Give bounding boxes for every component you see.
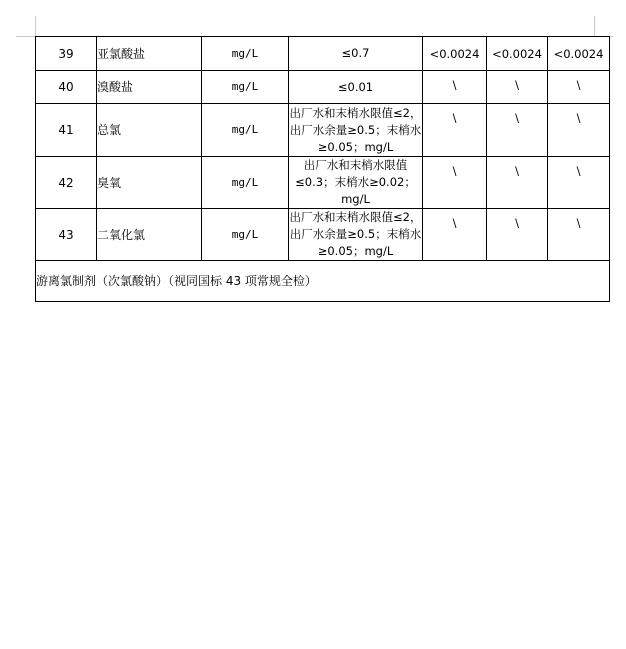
table-row [36, 37, 610, 71]
result-3: \ [548, 71, 610, 104]
result-3: \ [548, 157, 610, 209]
item-limit: ≤0.01 [289, 71, 423, 104]
item-unit: mg/L [202, 37, 289, 71]
result-1: \ [423, 104, 487, 157]
table-row [36, 104, 610, 157]
table-row [36, 157, 610, 209]
item-unit: mg/L [202, 209, 289, 261]
table-row [36, 71, 610, 104]
item-unit: mg/L [202, 71, 289, 104]
item-limit: ≤0.7 [289, 37, 423, 71]
item-unit: mg/L [202, 157, 289, 209]
result-1: \ [423, 209, 487, 261]
result-1: \ [423, 157, 487, 209]
item-limit: 出厂水和末梢水限值≤2，出厂水余量≥0.5；末梢水≥0.05；mg/L [289, 104, 423, 157]
item-name: 臭氧 [97, 157, 202, 209]
item-number: 39 [36, 37, 97, 71]
item-number: 43 [36, 209, 97, 261]
item-number: 42 [36, 157, 97, 209]
item-number: 41 [36, 104, 97, 157]
item-number: 40 [36, 71, 97, 104]
table-row [36, 209, 610, 261]
crop-mark-top-left-vertical [35, 16, 36, 36]
crop-mark-top-right-vertical [594, 16, 595, 36]
result-3: <0.0024 [548, 37, 610, 71]
result-2: \ [487, 104, 548, 157]
crop-mark-top-left-horizontal [16, 36, 35, 37]
item-limit: 出厂水和末梢水限值≤2，出厂水余量≥0.5；末梢水≥0.05；mg/L [289, 209, 423, 261]
result-2: <0.0024 [487, 37, 548, 71]
item-name: 总氯 [97, 104, 202, 157]
table-note: 游离氯制剂（次氯酸钠）（视同国标 43 项常规全检） [36, 261, 610, 302]
item-name: 亚氯酸盐 [97, 37, 202, 71]
result-3: \ [548, 209, 610, 261]
item-unit: mg/L [202, 104, 289, 157]
item-name: 二氧化氯 [97, 209, 202, 261]
water-quality-table [35, 36, 610, 302]
result-2: \ [487, 71, 548, 104]
item-limit: 出厂水和末梢水限值≤0.3；末梢水≥0.02；mg/L [289, 157, 423, 209]
item-name: 溴酸盐 [97, 71, 202, 104]
result-2: \ [487, 209, 548, 261]
table-note-row [36, 261, 610, 302]
result-1: <0.0024 [423, 37, 487, 71]
result-1: \ [423, 71, 487, 104]
result-2: \ [487, 157, 548, 209]
result-3: \ [548, 104, 610, 157]
